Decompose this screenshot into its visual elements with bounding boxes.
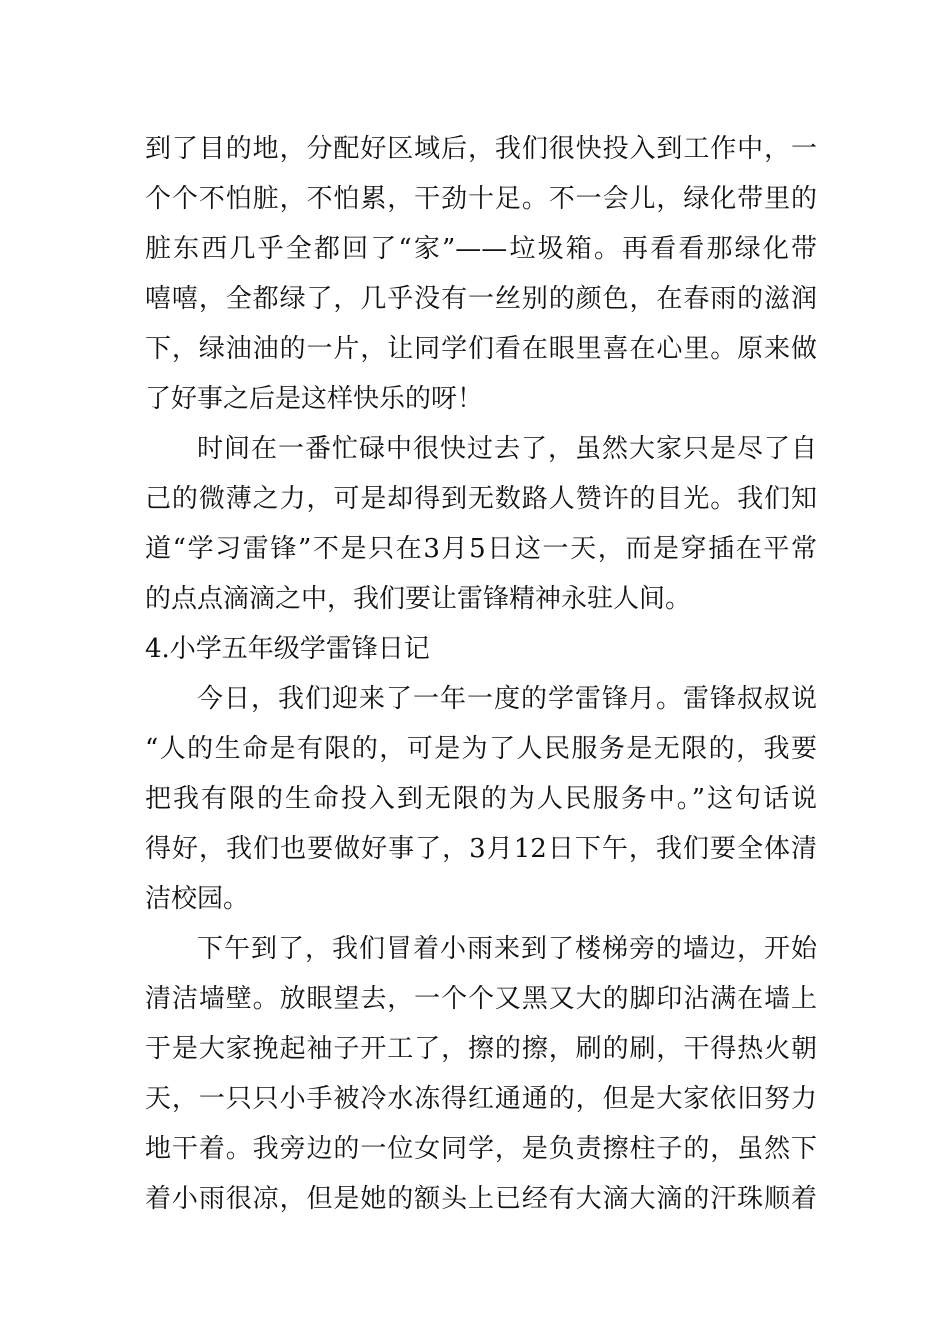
section-heading: 4.小学五年级学雷锋日记 bbox=[145, 634, 430, 664]
text-line: 于是大家挽起袖子开工了，擦的擦，刷的刷，干得热火朝 bbox=[145, 1034, 817, 1064]
text-line: 天，一只只小手被冷水冻得红通通的，但是大家依旧努力 bbox=[145, 1084, 817, 1114]
text-line: 的点点滴滴之中，我们要让雷锋精神永驻人间。 bbox=[145, 584, 692, 614]
text-line: 洁校园。 bbox=[145, 884, 250, 914]
text-line: 到了目的地，分配好区域后，我们很快投入到工作中，一 bbox=[145, 134, 817, 164]
paragraph bbox=[145, 424, 817, 624]
text-line: 得好，我们也要做好事了，3月12日下午，我们要全体清 bbox=[145, 834, 817, 864]
text-line: 下，绿油油的一片，让同学们看在眼里喜在心里。原来做 bbox=[145, 334, 817, 364]
text-line: 清洁墙壁。放眼望去，一个个又黑又大的脚印沾满在墙上 bbox=[145, 984, 817, 1014]
text-line: 嘻嘻，全都绿了，几乎没有一丝别的颜色，在春雨的滋润 bbox=[145, 284, 817, 314]
text-line: 下午到了，我们冒着小雨来到了楼梯旁的墙边，开始 bbox=[197, 934, 817, 964]
paragraph bbox=[145, 674, 817, 924]
text-line: “人的生命是有限的，可是为了人民服务是无限的，我要 bbox=[145, 734, 817, 764]
text-line: 脏东西几乎全都回了“家”——垃圾箱。再看看那绿化带 bbox=[145, 234, 817, 264]
text-line: 己的微薄之力，可是却得到无数路人赞许的目光。我们知 bbox=[145, 484, 817, 514]
text-line: 个个不怕脏，不怕累，干劲十足。不一会儿，绿化带里的 bbox=[145, 184, 817, 214]
text-line: 了好事之后是这样快乐的呀！ bbox=[145, 384, 484, 414]
text-line: 着小雨很凉，但是她的额头上已经有大滴大滴的汗珠顺着 bbox=[145, 1184, 817, 1214]
text-line: 道“学习雷锋”不是只在3月5日这一天，而是穿插在平常 bbox=[145, 534, 817, 564]
text-line: 把我有限的生命投入到无限的为人民服务中。”这句话说 bbox=[145, 784, 817, 814]
text-line: 地干着。我旁边的一位女同学，是负责擦柱子的，虽然下 bbox=[145, 1134, 817, 1164]
text-line: 今日，我们迎来了一年一度的学雷锋月。雷锋叔叔说 bbox=[197, 684, 817, 714]
paragraph bbox=[145, 924, 817, 1224]
document-body bbox=[145, 124, 817, 1224]
paragraph bbox=[145, 124, 817, 424]
text-line: 时间在一番忙碌中很快过去了，虽然大家只是尽了自 bbox=[197, 434, 817, 464]
